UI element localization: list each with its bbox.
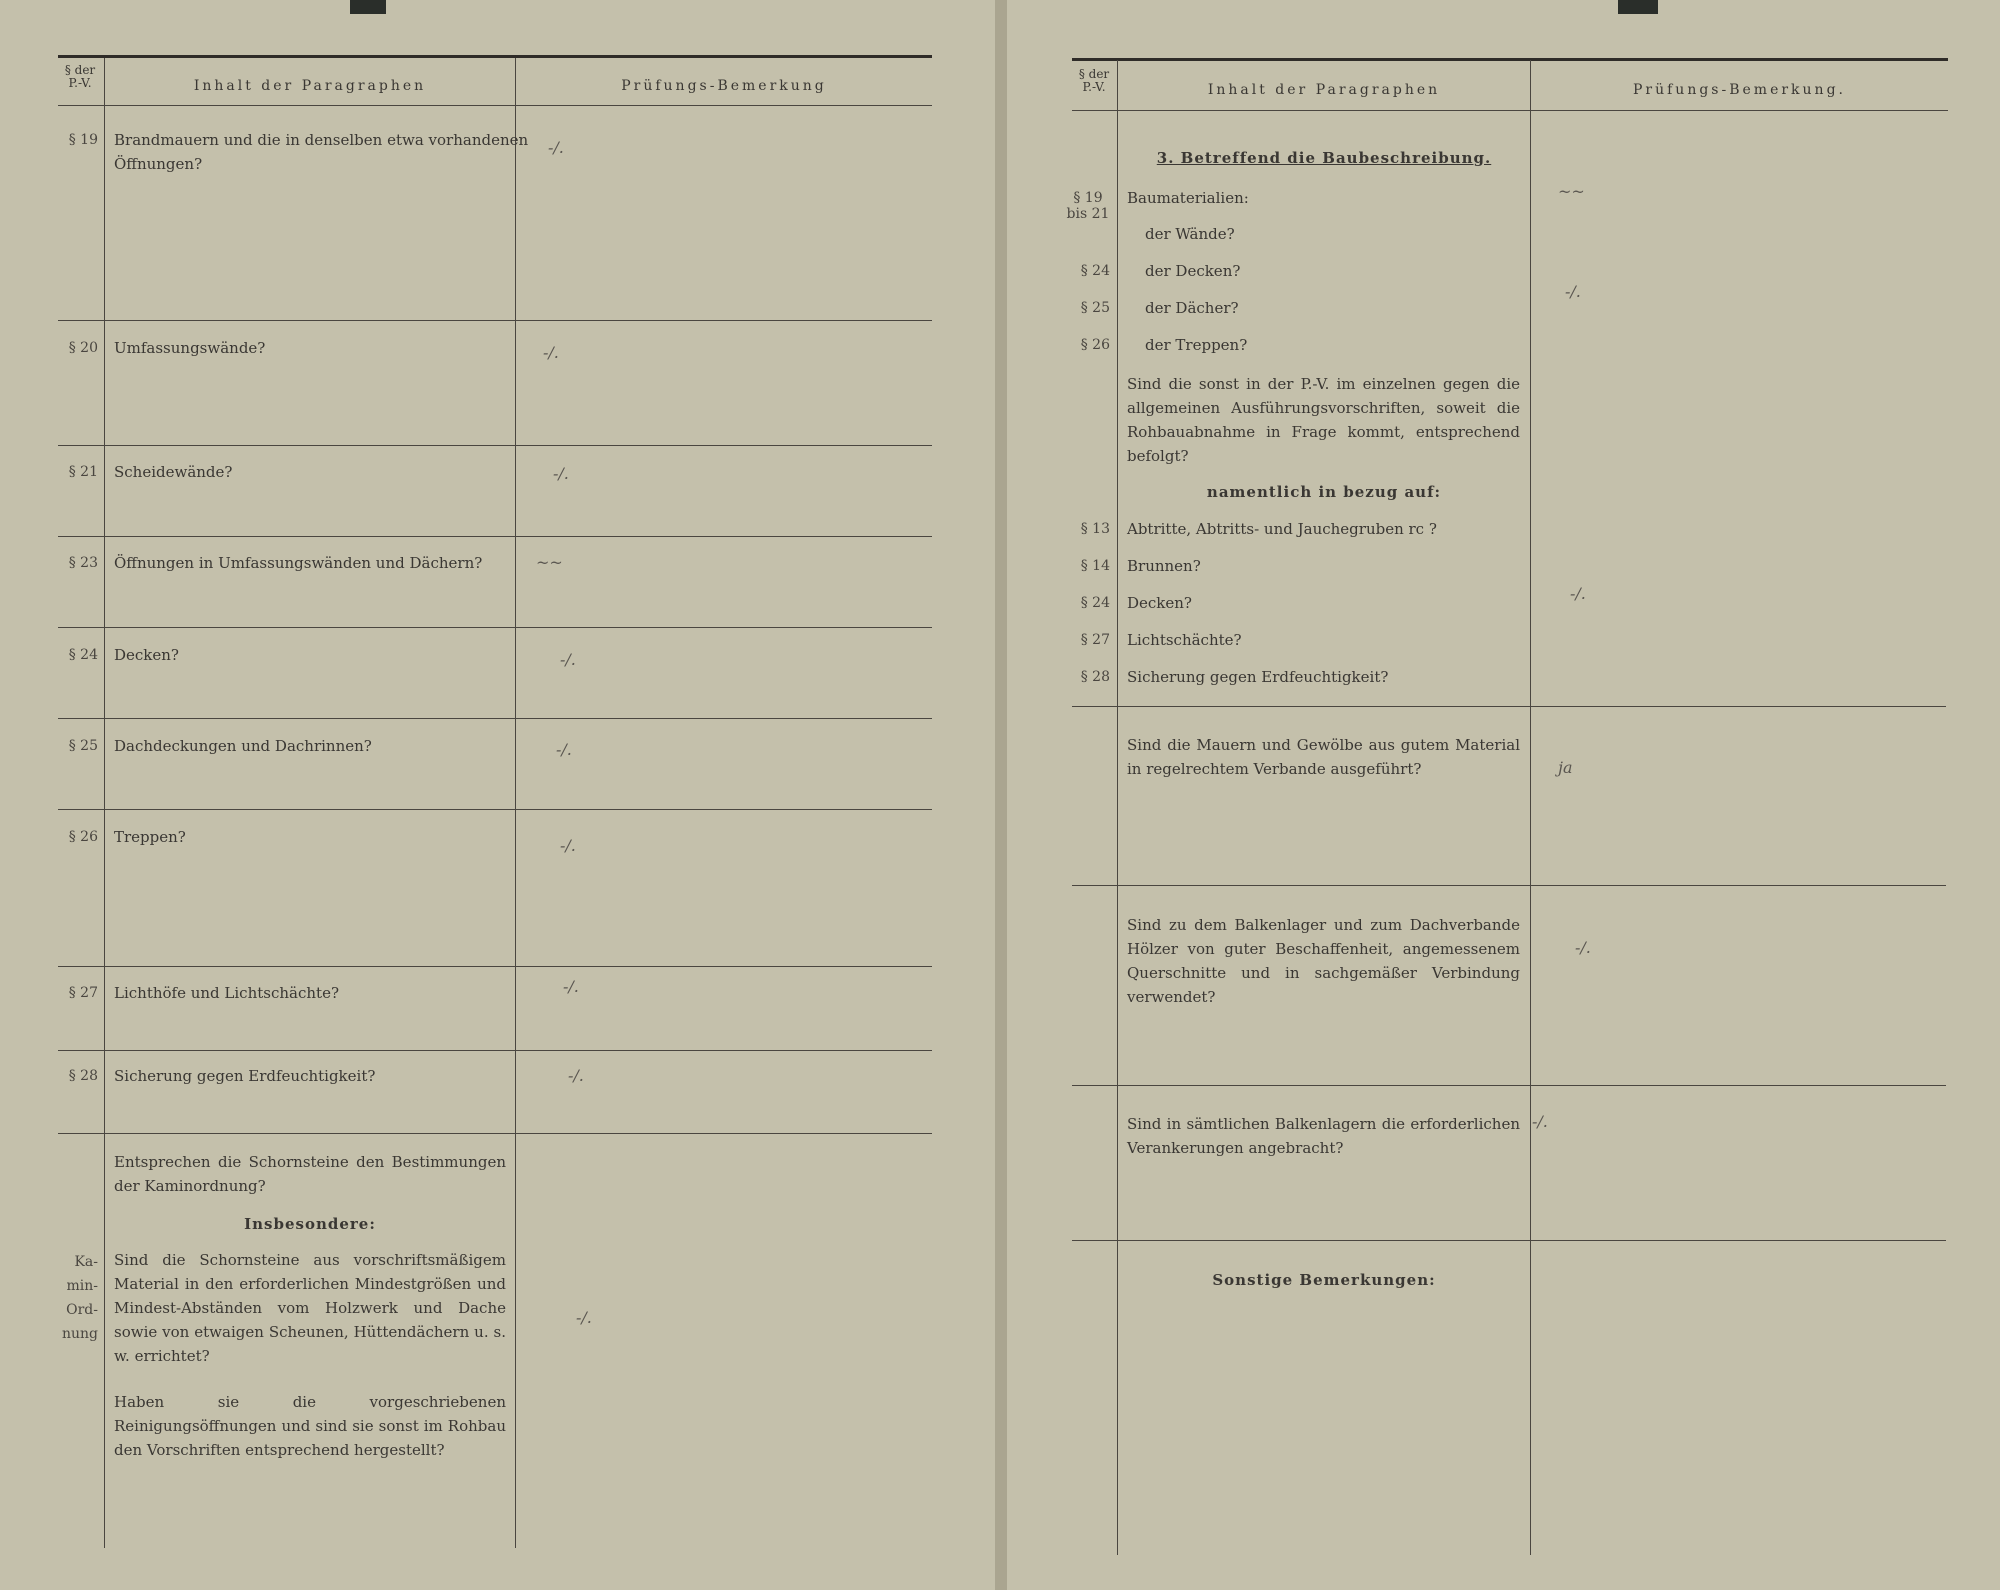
question-anchor-mark: -/. xyxy=(1532,1112,1548,1131)
question-walls: Sind die Mauern und Gewölbe aus gutem Material in regelrechtem Verbande ausgeführt? xyxy=(1127,736,1520,778)
right-para-26: § 26 xyxy=(1080,337,1110,353)
left-row-20-text: Umfassungswände? xyxy=(114,339,266,357)
left-para-28: § 28 xyxy=(68,1068,98,1084)
left-para-kamin-3: Ord- xyxy=(66,1302,98,1318)
left-row-28-mark: -/. xyxy=(568,1066,584,1085)
right-row-sep xyxy=(1072,885,1946,886)
namely-item-13: Abtritte, Abtritts- und Jauchegruben rc ? xyxy=(1127,520,1437,538)
chimney-mark: -/. xyxy=(576,1308,592,1327)
right-top-rule xyxy=(1072,58,1948,61)
namely-item-28: Sicherung gegen Erdfeuchtigkeit? xyxy=(1127,668,1389,686)
right-col-divider-2 xyxy=(1530,60,1531,1555)
chimney-heading: Insbesondere: xyxy=(244,1215,376,1233)
left-row-27-text: Lichthöfe und Lichtschächte? xyxy=(114,984,339,1002)
materials-mark-mid: -/. xyxy=(1565,282,1581,301)
general-question: Sind die sonst in der P.-V. im einzelnen gegen die allgemeinen Ausführungsvorschriften, soweit die Rohbauabnahme in Frage kommt, entsprechend befolgt? xyxy=(1127,375,1520,465)
chimney-intro: Entsprechen die Schornsteine den Bestimmungen der Kaminordnung? xyxy=(114,1153,506,1195)
left-row-sep xyxy=(58,445,932,446)
left-row-26-mark: -/. xyxy=(560,836,576,855)
left-para-23: § 23 xyxy=(68,555,98,571)
left-row-21-mark: -/. xyxy=(553,464,569,483)
left-row-sep xyxy=(58,320,932,321)
materials-item-roofs: der Dächer? xyxy=(1145,299,1239,317)
right-para-13: § 13 xyxy=(1080,521,1110,537)
left-row-sep xyxy=(58,627,932,628)
left-para-kamin-4: nung xyxy=(61,1326,98,1342)
question-timber-mark: -/. xyxy=(1575,938,1591,957)
left-row-sep xyxy=(58,809,932,810)
left-col-divider-1 xyxy=(104,58,105,1548)
left-row-25-mark: -/. xyxy=(556,740,572,759)
left-row-19-text: Brandmauern und die in denselben etwa vorhandenen xyxy=(114,131,529,149)
page-gutter xyxy=(995,0,1007,1590)
left-para-27: § 27 xyxy=(68,985,98,1001)
left-row-24-text: Decken? xyxy=(114,646,179,664)
right-para-24a: § 24 xyxy=(1080,263,1110,279)
namely-item-24: Decken? xyxy=(1127,594,1192,612)
left-header-rule xyxy=(58,105,932,106)
left-col-divider-2 xyxy=(515,58,516,1548)
left-row-24-mark: -/. xyxy=(560,650,576,669)
right-header-content: Inhalt der Paragraphen xyxy=(1207,82,1441,98)
left-row-23-text: Öffnungen in Umfassungswänden und Dächern? xyxy=(114,554,483,572)
left-row-19-text2: Öffnungen? xyxy=(114,155,203,173)
namely-item-14: Brunnen? xyxy=(1127,557,1201,575)
right-para-19-21: § 19 bis 21 xyxy=(1066,190,1110,222)
left-row-sep xyxy=(58,1133,932,1134)
binder-clip-right xyxy=(1618,0,1658,14)
left-header-remark: Prüfungs-Bemerkung xyxy=(621,78,827,94)
right-para-14: § 14 xyxy=(1080,558,1110,574)
namely-mark: -/. xyxy=(1570,584,1586,603)
right-para-25: § 25 xyxy=(1080,300,1110,316)
left-para-26: § 26 xyxy=(68,829,98,845)
right-para-27: § 27 xyxy=(1080,632,1110,648)
left-row-21-text: Scheidewände? xyxy=(114,463,233,481)
chimney-question-1: Sind die Schornsteine aus vorschriftsmäßigem Material in den erforderlichen Mindestgrößen und Mindest-Abständen vom Holzwerk und Dache sowie von etwaigen Scheunen, Hüttendächern u. s. w. errichtet? xyxy=(114,1251,506,1365)
left-para-21: § 21 xyxy=(68,464,98,480)
left-row-25-text: Dachdeckungen und Dachrinnen? xyxy=(114,737,372,755)
right-para-24b: § 24 xyxy=(1080,595,1110,611)
right-header-para: § der P.-V. xyxy=(1078,67,1110,94)
right-section-title: 3. Betreffend die Baubeschreibung. xyxy=(1156,149,1492,167)
left-para-25: § 25 xyxy=(68,738,98,754)
other-remarks-heading: Sonstige Bemerkungen: xyxy=(1212,1271,1436,1289)
right-row-sep xyxy=(1072,1240,1946,1241)
left-para-20: § 20 xyxy=(68,340,98,356)
materials-item-stairs: der Treppen? xyxy=(1145,336,1248,354)
left-row-23-mark: ~~ xyxy=(536,553,563,572)
question-walls-mark: ja xyxy=(1558,758,1573,777)
materials-mark-top: ~~ xyxy=(1558,182,1585,201)
left-row-27-mark: -/. xyxy=(563,977,579,996)
left-para-kamin-1: Ka- xyxy=(74,1254,98,1270)
left-row-28-text: Sicherung gegen Erdfeuchtigkeit? xyxy=(114,1067,376,1085)
left-row-sep xyxy=(58,1050,932,1051)
left-row-20-mark: -/. xyxy=(543,343,559,362)
left-row-19-mark: -/. xyxy=(548,138,564,157)
question-timber: Sind zu dem Balkenlager und zum Dachverbande Hölzer von guter Beschaffenheit, angemessenem Querschnitte und in sachgemäßer Verbindung verwendet? xyxy=(1127,916,1520,1006)
namely-heading: namentlich in bezug auf: xyxy=(1206,483,1442,501)
left-row-26-text: Treppen? xyxy=(114,828,186,846)
left-para-19: § 19 xyxy=(68,132,98,148)
right-col-divider-1 xyxy=(1117,60,1118,1555)
namely-item-27: Lichtschächte? xyxy=(1127,631,1242,649)
question-anchor: Sind in sämtlichen Balkenlagern die erforderlichen Verankerungen angebracht? xyxy=(1127,1115,1520,1157)
materials-item-ceilings: der Decken? xyxy=(1145,262,1241,280)
left-top-rule xyxy=(58,55,932,58)
left-para-kamin-2: min- xyxy=(66,1278,98,1294)
materials-item-walls: der Wände? xyxy=(1145,225,1235,243)
right-row-sep xyxy=(1072,706,1946,707)
right-row-sep xyxy=(1072,1085,1946,1086)
right-header-remark: Prüfungs-Bemerkung. xyxy=(1633,82,1846,98)
left-row-sep xyxy=(58,966,932,967)
materials-label: Baumaterialien: xyxy=(1127,189,1249,207)
left-row-sep xyxy=(58,536,932,537)
binder-clip-left xyxy=(350,0,386,14)
left-row-sep xyxy=(58,718,932,719)
left-para-24: § 24 xyxy=(68,647,98,663)
chimney-question-2: Haben sie die vorgeschriebenen Reinigungsöffnungen und sind sie sonst im Rohbau den Vorschriften entsprechend hergestellt? xyxy=(114,1393,506,1459)
left-header-content: Inhalt der Paragraphen xyxy=(193,78,427,94)
right-para-28: § 28 xyxy=(1080,669,1110,685)
left-header-para: § der P.-V. xyxy=(64,63,96,90)
right-header-rule xyxy=(1072,110,1948,111)
